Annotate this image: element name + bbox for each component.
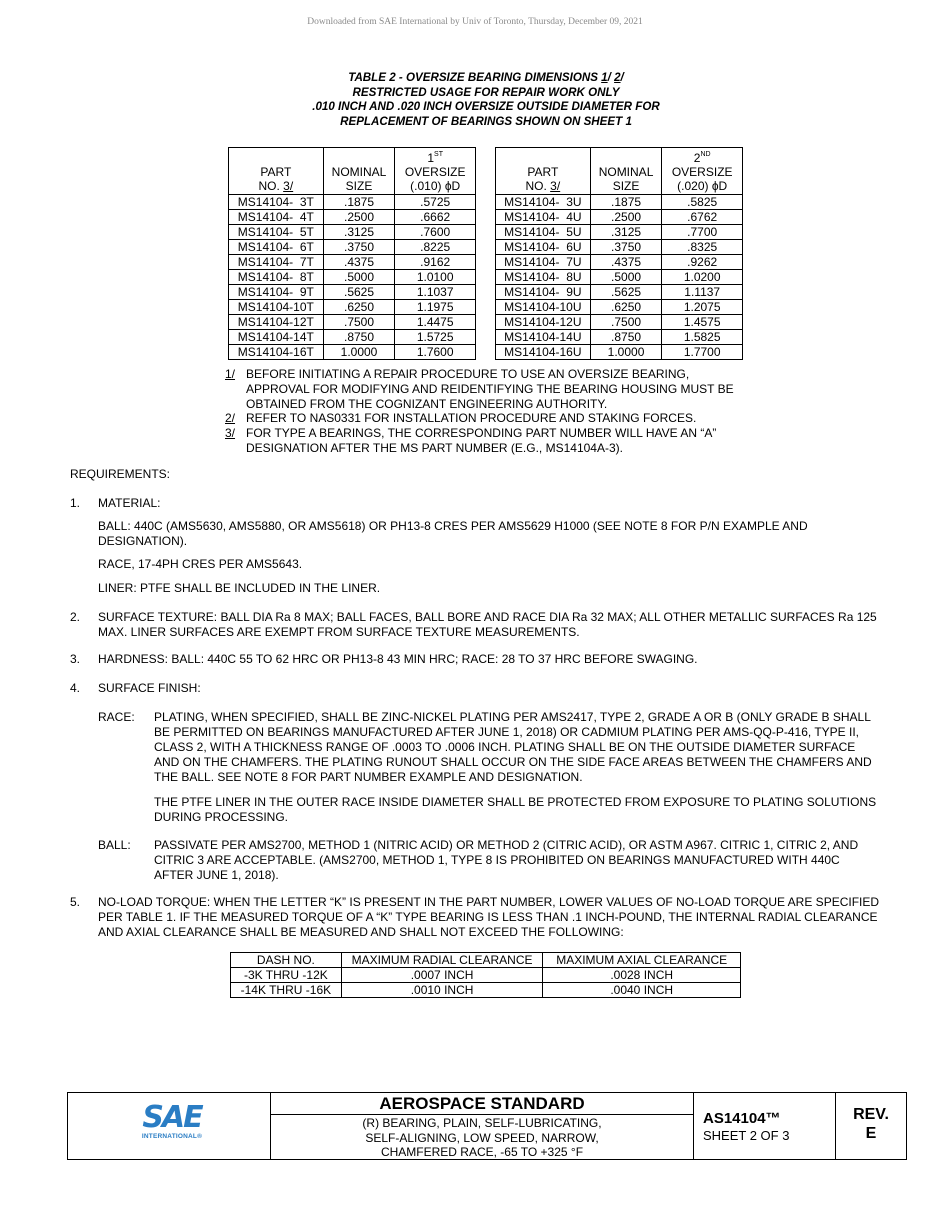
cell-part-no: MS14104- 6T [229,240,324,255]
table-title-text: TABLE 2 - OVERSIZE BEARING DIMENSIONS [348,71,602,84]
cell-part-no: MS14104- 8T [229,270,324,285]
header-radial-clearance: MAXIMUM RADIAL CLEARANCE [341,953,543,968]
cell-part-no: MS14104-10T [229,300,324,315]
req-material: 1. MATERIAL: [70,496,161,510]
cell-oversize-dia: .5825 [662,195,743,210]
cell-oversize-dia: 1.5725 [395,330,476,345]
standard-type: AEROSPACE STANDARD [271,1093,693,1115]
document-number-cell [694,1093,836,1159]
cell-part-no: MS14104- 3U [496,195,591,210]
cell-oversize-dia: 1.1975 [395,300,476,315]
cell-nominal-size: .6250 [590,300,662,315]
slash: / [607,71,611,84]
cell-nominal-size: .8750 [590,330,662,345]
document-description: (R) BEARING, PLAIN, SELF-LUBRICATING, SELF-ALIGNING, LOW SPEED, NARROW, CHAMFERED RACE, -65 TO +325 °F [362,1116,602,1159]
table-row [496,210,743,225]
note-ref-2: 2 [614,71,621,84]
table-header-row [231,953,741,968]
req-surface-texture: 2. SURFACE TEXTURE: BALL DIA Ra 8 MAX; BALL FACES, BALL BORE AND RACE DIA Ra 32 MAX; ALL OTHER METALLIC SURFACES Ra 125 MAX. LINER SURFACES ARE EXEMPT FROM SURFACE TEXTURE MEASUREMENTS. [70,610,877,639]
cell-part-no: MS14104-10U [496,300,591,315]
table-title-line-4: REPLACEMENT OF BEARINGS SHOWN ON SHEET 1 [340,114,632,128]
revision-label: REV. [853,1106,889,1123]
cell-part-no: MS14104-14T [229,330,324,345]
cell-nominal-size: .5625 [590,285,662,300]
clearance-table [230,952,741,998]
table-row [229,315,476,330]
table-row [229,285,476,300]
cell-part-no: MS14104- 7T [229,255,324,270]
cell-oversize-dia: .7600 [395,225,476,240]
sae-logo-text: SAE [142,1100,202,1135]
oversize-table-second [495,147,743,360]
table-row [229,345,476,360]
cell-nominal-size: 1.0000 [323,345,395,360]
cell-oversize-dia: 1.7700 [662,345,743,360]
cell-part-no: MS14104- 7U [496,255,591,270]
cell-nominal-size: .3750 [590,240,662,255]
cell-oversize-dia: .9262 [662,255,743,270]
cell-oversize-dia: 1.4575 [662,315,743,330]
cell-nominal-size: .8750 [323,330,395,345]
cell-part-no: MS14104-16T [229,345,324,360]
req-hardness: 3. HARDNESS: BALL: 440C 55 TO 62 HRC OR PH13-8 43 MIN HRC; RACE: 28 TO 37 HRC BEFORE SWAGING. [70,652,698,666]
cell-oversize-dia: 1.0100 [395,270,476,285]
cell-nominal-size: .7500 [590,315,662,330]
table-note: 3/ FOR TYPE A BEARINGS, THE CORRESPONDING PART NUMBER WILL HAVE AN “A” DESIGNATION AFTER THE MS PART NUMBER (E.G., MS14104A-3). [225,426,717,455]
header-dash-no: DASH NO. [231,953,342,968]
cell-nominal-size: .5625 [323,285,395,300]
cell-oversize-dia: .5725 [395,195,476,210]
cell-nominal-size: .1875 [323,195,395,210]
req-material-race: RACE, 17-4PH CRES PER AMS5643. [98,557,303,571]
download-watermark: Downloaded from SAE International by Univ of Toronto, Thursday, December 09, 2021 [307,17,643,27]
table-row [496,285,743,300]
cell-nominal-size: 1.0000 [590,345,662,360]
cell-part-no: MS14104- 9U [496,285,591,300]
slash: / [620,71,624,84]
table-title-line-3: .010 INCH AND .020 INCH OVERSIZE OUTSIDE DIAMETER FOR [312,100,660,113]
table-note: 1/ BEFORE INITIATING A REPAIR PROCEDURE TO USE AN OVERSIZE BEARING, APPROVAL FOR MODIFYING AND REIDENTIFYING THE BEARING HOUSING MUST BE OBTAINED FROM THE COGNIZANT ENGINEERING AUTHORITY. [225,367,734,411]
cell-oversize-dia: .8325 [662,240,743,255]
finish-race-liner: THE PTFE LINER IN THE OUTER RACE INSIDE DIAMETER SHALL BE PROTECTED FROM EXPOSURE TO PLATING SOLUTIONS DURING PROCESSING. [154,795,877,824]
cell-part-no: MS14104-14U [496,330,591,345]
cell-oversize-dia: 1.1137 [662,285,743,300]
table-row [496,195,743,210]
table-note: 2/ REFER TO NAS0331 FOR INSTALLATION PROCEDURE AND STAKING FORCES. [225,411,697,426]
table-row [496,240,743,255]
table-row [496,315,743,330]
cell-part-no: MS14104-12T [229,315,324,330]
cell-oversize-dia: .9162 [395,255,476,270]
cell-part-no: MS14104- 4T [229,210,324,225]
cell-oversize-dia: 1.5825 [662,330,743,345]
cell-oversize-dia: 1.7600 [395,345,476,360]
table-title-line-2: RESTRICTED USAGE FOR REPAIR WORK ONLY [352,85,620,99]
cell-oversize-dia: .7700 [662,225,743,240]
cell-part-no: MS14104- 4U [496,210,591,225]
table-row [231,983,741,998]
req-material-ball: BALL: 440C (AMS5630, AMS5880, OR AMS5618) OR PH13-8 CRES PER AMS5629 H1000 (SEE NOTE 8 FOR P/N EXAMPLE AND DESIGNATION). [98,519,808,548]
cell-nominal-size: .4375 [323,255,395,270]
table-2-title [230,71,742,129]
header-part-no: PART NO. 3/ [229,148,324,195]
document-number: AS14104™ [703,1110,781,1127]
table-row [229,330,476,345]
table-title-line-1 [230,71,742,86]
cell-axial: .0028 INCH [543,968,741,983]
description-cell [271,1093,694,1159]
table-row [229,300,476,315]
cell-oversize-dia: .6762 [662,210,743,225]
cell-nominal-size: .7500 [323,315,395,330]
cell-nominal-size: .1875 [590,195,662,210]
header-nominal-size: NOMINAL SIZE [590,148,662,195]
finish-ball: BALL: PASSIVATE PER AMS2700, METHOD 1 (NITRIC ACID) OR METHOD 2 (CITRIC ACID), OR ASTM A967. CITRIC 1, CITRIC 2, AND CITRIC 3 ARE ACCEPTABLE. (AMS2700, METHOD 1, TYPE 8 IS PROHIBITED ON BEARINGS MANUFACTURED WITH 440C AFTER JUNE 1, 2018). [98,838,859,882]
header-axial-clearance: MAXIMUM AXIAL CLEARANCE [543,953,741,968]
cell-nominal-size: .2500 [590,210,662,225]
sae-logo-subtext: INTERNATIONAL® [141,1133,203,1140]
revision-value: E [865,1125,877,1142]
table-notes [225,367,745,456]
cell-nominal-size: .2500 [323,210,395,225]
cell-nominal-size: .6250 [323,300,395,315]
table-header-row [229,148,476,195]
table-row [496,255,743,270]
table-row [496,225,743,240]
cell-radial: .0010 INCH [341,983,543,998]
cell-radial: .0007 INCH [341,968,543,983]
table-row [231,968,741,983]
cell-oversize-dia: .8225 [395,240,476,255]
table-row [496,270,743,285]
cell-part-no: MS14104- 3T [229,195,324,210]
requirements-heading: REQUIREMENTS: [70,467,171,481]
logo-cell [68,1093,271,1159]
req-no-load-torque: 5. NO-LOAD TORQUE: WHEN THE LETTER “K” IS PRESENT IN THE PART NUMBER, LOWER VALUES OF NO-LOAD TORQUE ARE SPECIFIED PER TABLE 1. IF THE MEASURED TORQUE OF A “K” TYPE BEARING IS LESS THAN .1 INCH-POUND, THE INTERNAL RADIAL CLEARANCE AND AXIAL CLEARANCE SHALL BE MEASURED AND SHALL NOT EXCEED THE FOLLOWING: [70,895,880,939]
sae-logo [137,1100,207,1141]
cell-nominal-size: .3125 [590,225,662,240]
revision-cell [836,1093,906,1159]
cell-oversize-dia: 1.0200 [662,270,743,285]
oversize-table-first [228,147,476,360]
table-row [496,330,743,345]
table-row [496,345,743,360]
header-oversize: 2ND OVERSIZE (.020) ϕD [662,148,743,195]
note-ref-1: 1 [601,71,608,84]
cell-nominal-size: .4375 [590,255,662,270]
cell-part-no: MS14104- 5U [496,225,591,240]
cell-part-no: MS14104- 9T [229,285,324,300]
cell-nominal-size: .3125 [323,225,395,240]
table-row [229,255,476,270]
cell-nominal-size: .5000 [323,270,395,285]
sheet-number: SHEET 2 OF 3 [703,1128,790,1143]
table-row [229,225,476,240]
table-header-row [496,148,743,195]
title-block [67,1092,907,1160]
table-row [229,270,476,285]
table-row [229,210,476,225]
cell-part-no: MS14104-12U [496,315,591,330]
finish-race: RACE: PLATING, WHEN SPECIFIED, SHALL BE ZINC-NICKEL PLATING PER AMS2417, TYPE 2, GRADE A OR B (ONLY GRADE B SHALL BE PERMITTED ON BEARINGS MANUFACTURED AFTER JUNE 1, 2018) OR CADMIUM PLATING PER AMS-QQ-P-416, TYPE II, CLASS 2, WITH A THICKNESS RANGE OF .0003 TO .0006 INCH. PLATING SHALL BE ON THE OUTSIDE DIAMETER SURFACE AND ON THE CHAMFERS. THE PLATING RUNOUT SHALL OCCUR ON THE SIDE FACE AREAS BETWEEN THE CHAMFERS AND THE BALL. SEE NOTE 8 FOR PART NUMBER EXAMPLE AND DESIGNATION. [98,710,872,784]
header-part-no: PART NO. 3/ [496,148,591,195]
cell-part-no: MS14104- 8U [496,270,591,285]
req-material-liner: LINER: PTFE SHALL BE INCLUDED IN THE LINER. [98,581,381,595]
table-row [496,300,743,315]
cell-nominal-size: .5000 [590,270,662,285]
table-row [229,195,476,210]
cell-oversize-dia: .6662 [395,210,476,225]
cell-oversize-dia: 1.2075 [662,300,743,315]
cell-axial: .0040 INCH [543,983,741,998]
req-surface-finish: 4. SURFACE FINISH: [70,681,201,695]
header-nominal-size: NOMINAL SIZE [323,148,395,195]
header-oversize: 1ST OVERSIZE (.010) ϕD [395,148,476,195]
cell-oversize-dia: 1.1037 [395,285,476,300]
cell-dash-no: -3K THRU -12K [231,968,342,983]
table-row [229,240,476,255]
cell-part-no: MS14104- 5T [229,225,324,240]
cell-oversize-dia: 1.4475 [395,315,476,330]
cell-nominal-size: .3750 [323,240,395,255]
cell-part-no: MS14104-16U [496,345,591,360]
cell-part-no: MS14104- 6U [496,240,591,255]
cell-dash-no: -14K THRU -16K [231,983,342,998]
